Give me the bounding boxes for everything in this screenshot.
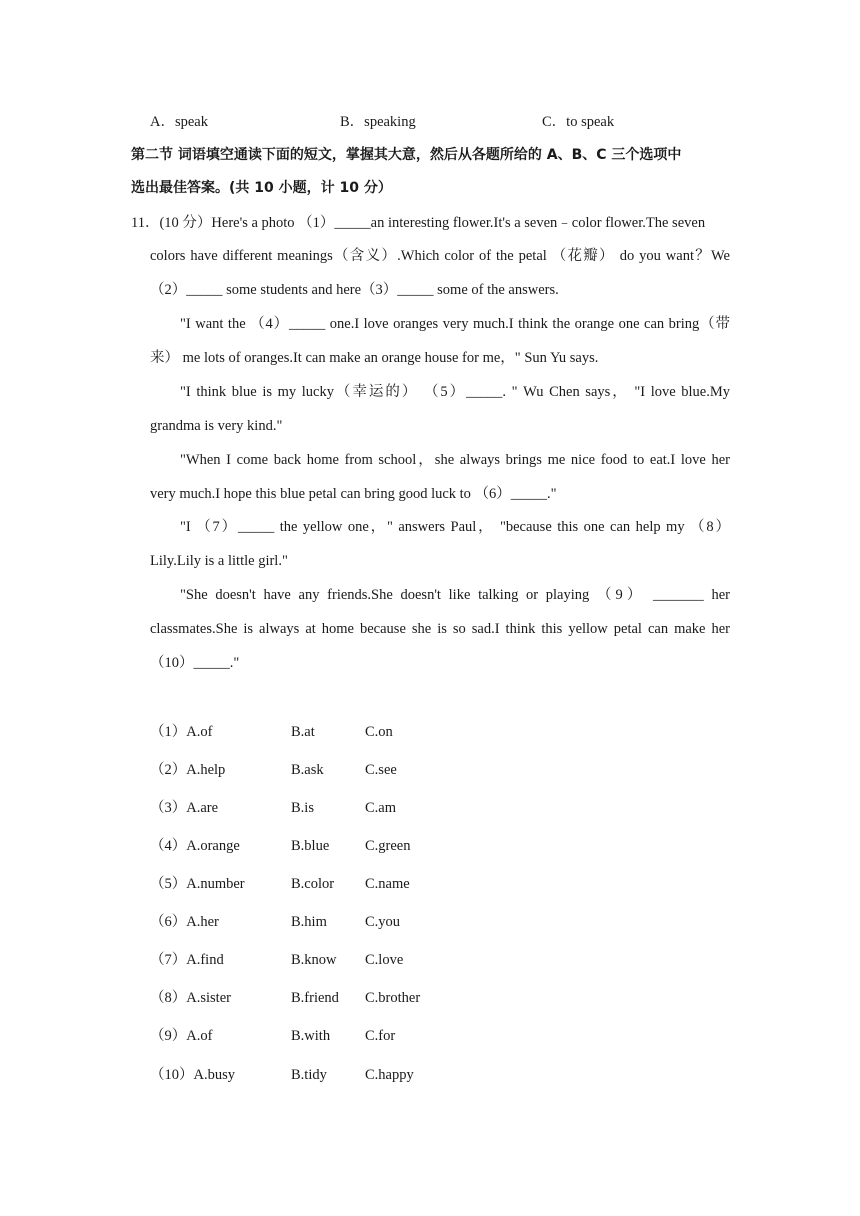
option-c: C.green <box>365 838 411 854</box>
option-b: B.blue <box>291 838 330 854</box>
option-a: （10）A.busy <box>150 1067 235 1083</box>
passage-line: "I think blue is my lucky（幸运的） （5）_____. " Wu Chen says， "I love blue.My <box>180 384 730 400</box>
passage-line: 11．(10 分）Here's a photo （1）_____an interesting flower.It's a seven﹣color flower.The seven <box>131 215 706 231</box>
option-b: B.with <box>291 1028 331 1044</box>
passage-line: "I （7）_____ the yellow one，" answers Paul， "because this one can help my （8） <box>180 519 730 535</box>
passage-line: "I want the （4）_____ one.I love oranges very much.I think the orange one can bring（带 <box>180 316 730 332</box>
option-b: B.at <box>291 724 315 740</box>
passage-line: "She doesn't have any friends.She doesn't like talking or playing （9） _______ her <box>180 587 730 603</box>
passage-line: very much.I hope this blue petal can bring good luck to （6）_____." <box>150 486 557 502</box>
option-b: B.friend <box>291 990 339 1006</box>
option-b: B.tidy <box>291 1067 327 1083</box>
passage-line: 来） me lots of oranges.It can make an orange house for me，" Sun Yu says. <box>150 350 599 366</box>
option-c: C.am <box>365 800 397 816</box>
passage-line: colors have different meanings（含义）.Which color of the petal （花瓣） do you want？We <box>150 248 730 264</box>
option-c: C.for <box>365 1028 396 1044</box>
option-c: C.on <box>365 724 393 740</box>
option-b: B.ask <box>291 762 324 778</box>
option-a: （3）A.are <box>150 800 219 816</box>
option-a: （7）A.find <box>150 952 224 968</box>
option-a: （5）A.number <box>150 876 245 892</box>
passage-line: grandma is very kind." <box>150 418 283 434</box>
option-c: C.name <box>365 876 410 892</box>
option-c: C．to speak <box>542 114 615 130</box>
passage-line: （10）_____." <box>150 655 240 671</box>
option-a: （1）A.of <box>150 724 213 740</box>
option-b: B.is <box>291 800 314 816</box>
section-heading-line-2: 选出最佳答案。(共 10 小题，计 10 分） <box>131 180 392 196</box>
passage-line: "When I come back home from school，she always brings me nice food to eat.I love her <box>180 452 730 468</box>
option-a: （6）A.her <box>150 914 219 930</box>
option-c: C.you <box>365 914 401 930</box>
option-a: （8）A.sister <box>150 990 231 1006</box>
option-b: B.him <box>291 914 327 930</box>
option-a: A．speak <box>150 114 208 130</box>
section-heading-line-1: 第二节 词语填空通读下面的短文，掌握其大意，然后从各题所给的 A、B、C 三个选项中 <box>131 147 682 163</box>
option-c: C.brother <box>365 990 421 1006</box>
option-a: （2）A.help <box>150 762 226 778</box>
option-b: B.color <box>291 876 335 892</box>
option-a: （4）A.orange <box>150 838 240 854</box>
option-c: C.see <box>365 762 397 778</box>
option-c: C.love <box>365 952 404 968</box>
passage-line: classmates.She is always at home because she is so sad.I think this yellow petal can make her <box>150 621 730 637</box>
passage-line: （2）_____ some students and here（3）_____ some of the answers. <box>150 282 559 298</box>
option-b: B.know <box>291 952 337 968</box>
option-b: B．speaking <box>340 114 416 130</box>
option-c: C.happy <box>365 1067 414 1083</box>
option-a: （9）A.of <box>150 1028 213 1044</box>
passage-line: Lily.Lily is a little girl." <box>150 553 288 569</box>
